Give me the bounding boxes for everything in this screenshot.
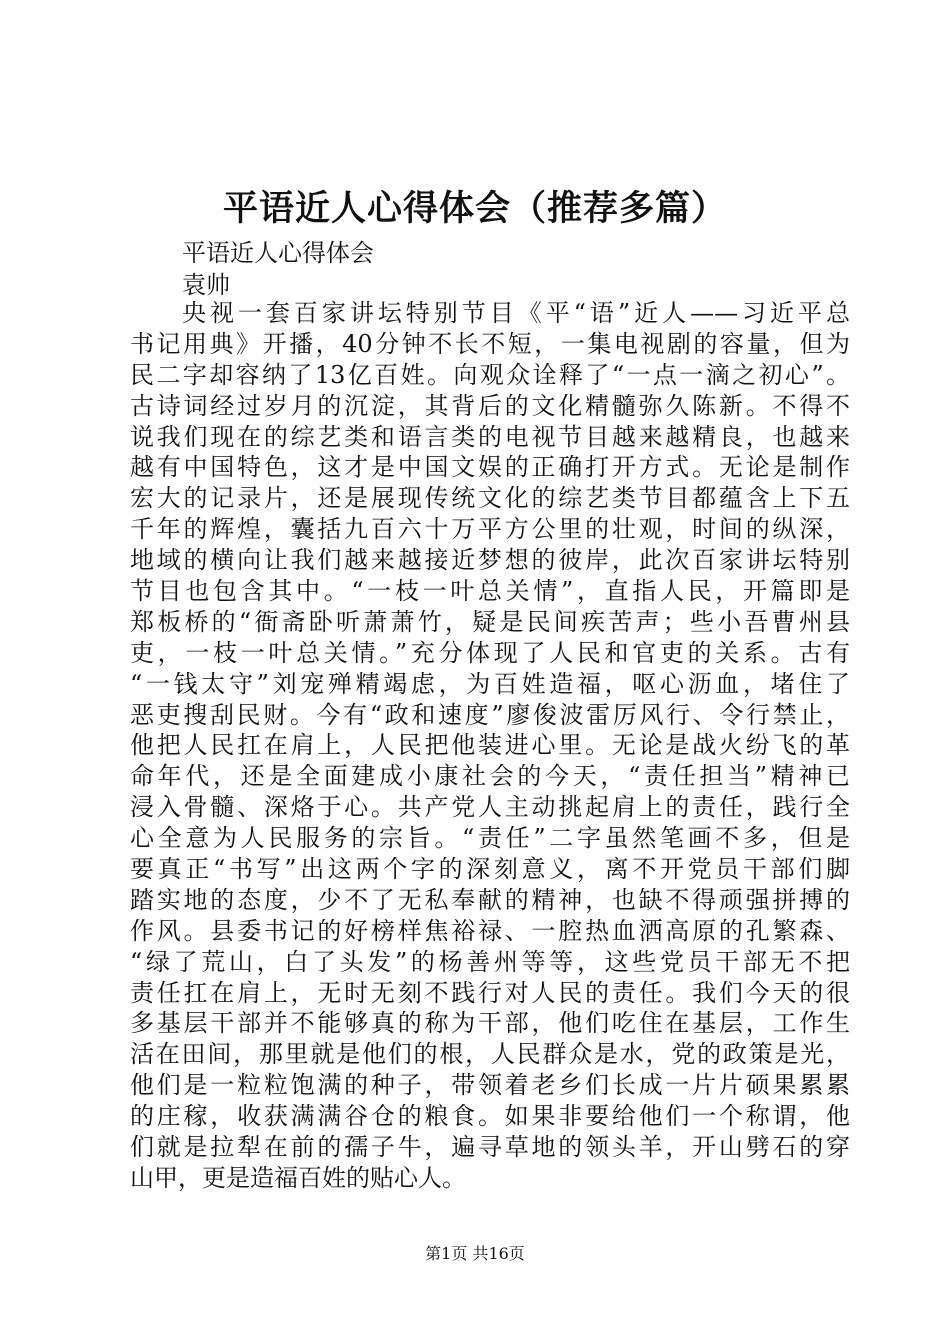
paragraph-line: 他把人民扛在肩上，人民把他装进心里。无论是战火纷飞的革 bbox=[130, 731, 850, 760]
paragraph-line: 多基层干部并不能够真的称为干部，他们吃住在基层，工作生 bbox=[130, 1009, 850, 1038]
paragraph-line: “一钱太守”刘宠殚精竭虑，为百姓造福，呕心沥血，堵住了 bbox=[130, 669, 850, 698]
body-paragraph bbox=[130, 298, 850, 1194]
paragraph-line: 千年的辉煌，囊括九百六十万平方公里的壮观，时间的纵深， bbox=[130, 515, 850, 544]
paragraph-line: 责任扛在肩上，无时无刻不践行对人民的责任。我们今天的很 bbox=[130, 978, 850, 1007]
paragraph-line: 命年代，还是全面建成小康社会的今天，“责任担当”精神已 bbox=[130, 762, 850, 791]
paragraph-line: 郑板桥的“衙斋卧听萧萧竹，疑是民间疾苦声；些小吾曹州县 bbox=[130, 607, 850, 636]
paragraph-line: 书记用典》开播，40分钟不长不短，一集电视剧的容量，但为 bbox=[130, 329, 850, 358]
paragraph-line: 的庄稼，收获满满谷仓的粮食。如果非要给他们一个称谓，他 bbox=[130, 1102, 850, 1131]
paragraph-line: 恶吏搜刮民财。今有“政和速度”廖俊波雷厉风行、令行禁止， bbox=[130, 700, 850, 729]
paragraph-line: 吏，一枝一叶总关情。”充分体现了人民和官吏的关系。古有 bbox=[130, 638, 850, 667]
paragraph-line: 古诗词经过岁月的沉淀，其背后的文化精髓弥久陈新。不得不 bbox=[130, 391, 850, 420]
paragraph-line: 央视一套百家讲坛特别节目《平“语”近人——习近平总 bbox=[182, 299, 850, 327]
paragraph-line: 越有中国特色，这才是中国文娱的正确打开方式。无论是制作 bbox=[130, 453, 850, 482]
paragraph-line: 他们是一粒粒饱满的种子，带领着老乡们长成一片片硕果累累 bbox=[130, 1071, 850, 1100]
page-number: 第1页 共16页 bbox=[425, 1244, 525, 1263]
paragraph-line: 说我们现在的综艺类和语言类的电视节目越来越精良，也越来 bbox=[130, 422, 850, 451]
paragraph-line: 节目也包含其中。“一枝一叶总关情”，直指人民，开篇即是 bbox=[130, 577, 850, 606]
paragraph-line: 宏大的记录片，还是展现传统文化的综艺类节目都蕴含上下五 bbox=[130, 484, 850, 513]
paragraph-line: 心全意为人民服务的宗旨。“责任”二字虽然笔画不多，但是 bbox=[130, 824, 850, 853]
paragraph-line: 地域的横向让我们越来越接近梦想的彼岸，此次百家讲坛特别 bbox=[130, 546, 850, 575]
document-title: 平语近人心得体会（推荐多篇） bbox=[222, 188, 727, 229]
paragraph-line: 山甲，更是造福百姓的贴心人。 bbox=[130, 1163, 466, 1192]
paragraph-line: 作风。县委书记的好榜样焦裕禄、一腔热血洒高原的孔繁森、 bbox=[130, 916, 850, 945]
paragraph-line: 们就是拉犁在前的孺子牛，遍寻草地的领头羊，开山劈石的穿 bbox=[130, 1133, 850, 1162]
paragraph-line: 浸入骨髓、深烙于心。共产党人主动挑起肩上的责任，践行全 bbox=[130, 793, 850, 822]
document-subtitle: 平语近人心得体会 bbox=[182, 239, 374, 267]
document-author: 袁帅 bbox=[182, 271, 230, 299]
paragraph-line: “绿了荒山，白了头发”的杨善州等等，这些党员干部无不把 bbox=[130, 947, 850, 976]
paragraph-line: 要真正“书写”出这两个字的深刻意义，离不开党员干部们脚 bbox=[130, 855, 850, 884]
paragraph-line: 民二字却容纳了13亿百姓。向观众诠释了“一点一滴之初心”。 bbox=[130, 360, 850, 389]
paragraph-line: 活在田间，那里就是他们的根，人民群众是水，党的政策是光， bbox=[130, 1040, 850, 1069]
paragraph-line: 踏实地的态度，少不了无私奉献的精神，也缺不得顽强拼搏的 bbox=[130, 885, 850, 914]
